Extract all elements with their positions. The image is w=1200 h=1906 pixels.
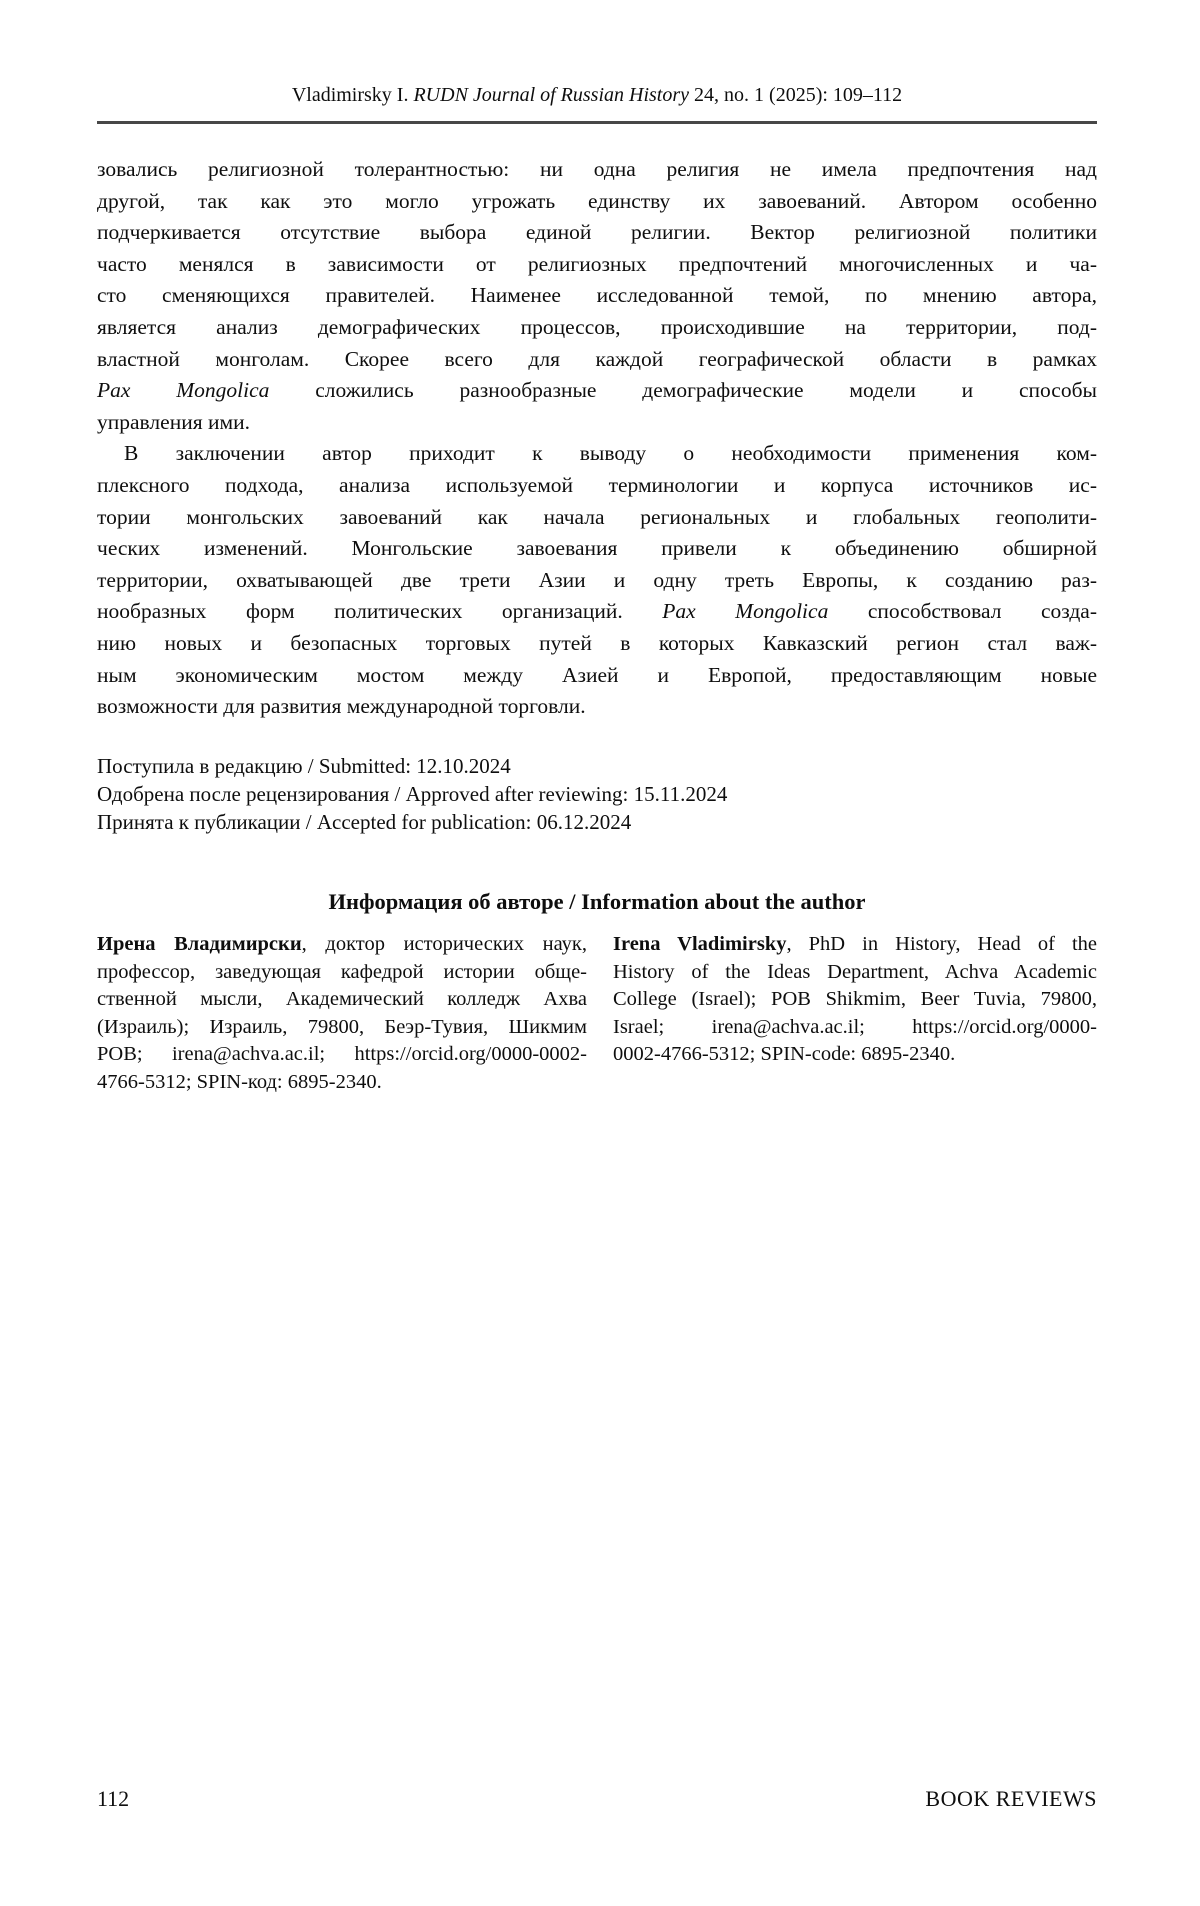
text-segment: (Израиль); Израиль, 79800, Беэр-Тувия, Шикмим [97, 1015, 587, 1038]
text-segment: зовались религиозной толерантностью: ни одна религия не имела предпочтения над [97, 157, 1097, 181]
text-line [97, 280, 1097, 312]
header-rule [97, 121, 1097, 124]
text-line [613, 959, 1097, 987]
text-segment: ческих изменений. Монгольские завоевания привели к объединению обширной [97, 536, 1097, 561]
text-segment: Pax Mongolica [662, 599, 829, 624]
text-line [97, 1014, 587, 1042]
text-segment: Vladimirsky I. [291, 84, 414, 106]
date-line: Поступила в редакцию / Submitted: 12.10.2024 [97, 754, 511, 778]
text-segment: возможности для развития международной торговли. [97, 694, 586, 719]
running-head-citation [97, 84, 1097, 107]
text-line [97, 986, 587, 1014]
text-line [97, 154, 1097, 186]
text-segment: В заключении автор приходит к выводу о необходимости применения ком- [124, 441, 1097, 466]
text-line [97, 959, 587, 987]
text-segment: сто сменяющихся правителей. Наименее исследованной темой, по мнению автора, [97, 283, 1097, 308]
section-label: BOOK REVIEWS [925, 1786, 1097, 1811]
text-segment: Irena Vladimirsky [613, 933, 787, 955]
text-line [97, 691, 1097, 723]
text-segment: Ирена Владимирски [97, 933, 302, 955]
text-segment: подчеркивается отсутствие выбора единой религии. Вектор религиозной политики [97, 220, 1097, 245]
date-line: Принята к публикации / Accepted for publication: 06.12.2024 [97, 809, 632, 834]
text-segment: другой, так как это могло угрожать единству их завоеваний. Автором особенно [97, 188, 1097, 213]
paragraph [97, 438, 1097, 722]
text-segment: Israel; irena@achva.ac.il; https://orcid.org/0000- [613, 1015, 1097, 1038]
paragraph [97, 154, 1097, 438]
text-segment: территории, охватывающей две трети Азии и одну треть Европы, к созданию раз- [97, 567, 1097, 592]
text-line [97, 533, 1097, 565]
text-segment: RUDN Journal of Russian History [413, 84, 690, 106]
text-line [97, 628, 1097, 660]
text-segment: управления ими. [97, 409, 250, 434]
text-segment: тории монгольских завоеваний как начала региональных и глобальных геополити- [97, 504, 1097, 529]
text-line [97, 407, 1097, 439]
author-info-heading: Информация об авторе / Information about the author [328, 889, 866, 914]
text-line [97, 502, 1097, 534]
text-line [97, 596, 1097, 628]
text-line [97, 565, 1097, 597]
submission-dates-block [97, 753, 1097, 836]
text-segment: нию новых и безопасных торговых путей в которых Кавказский регион стал важ- [97, 630, 1097, 655]
text-line [97, 438, 1097, 470]
date-line: Одобрена после рецензирования / Approved after reviewing: 15.11.2024 [97, 781, 728, 806]
text-segment: ным экономическим мостом между Азией и Европой, предоставляющим новые [97, 662, 1097, 687]
text-segment: нообразных форм политических организаций. [97, 599, 663, 624]
text-line [97, 186, 1097, 218]
text-segment: 24, no. 1 (2025): 109–112 [689, 84, 903, 106]
text-line [613, 931, 1097, 959]
text-segment: ственной мысли, Академический колледж Ахва [97, 988, 587, 1010]
text-line [613, 1014, 1097, 1042]
page-number: 112 [97, 1786, 130, 1811]
text-segment: POB; irena@achva.ac.il; https://orcid.org/0000-0002- [97, 1043, 587, 1065]
text-segment: Pax Mongolica [97, 378, 270, 403]
text-segment: часто менялся в зависимости от религиозных предпочтений многочисленных и ча- [97, 251, 1097, 276]
text-segment: сложились разнообразные демографические модели и способы [269, 378, 1097, 403]
author-info-column-ru [97, 931, 587, 1096]
text-segment: 4766-5312; SPIN-код: 6895-2340. [97, 1070, 382, 1093]
text-segment: , PhD in History, Head of the [786, 933, 1097, 955]
text-line [613, 1041, 1097, 1069]
text-segment: является анализ демографических процессов, происходившие на территории, под- [97, 314, 1097, 339]
text-line [97, 344, 1097, 376]
text-line [97, 217, 1097, 249]
text-segment: , доктор исторических наук, [301, 933, 587, 955]
text-segment: плексного подхода, анализа используемой терминологии и корпуса источников ис- [97, 472, 1097, 497]
text-segment: властной монголам. Скорее всего для каждой географической области в рамках [97, 346, 1097, 371]
text-segment: способствовал созда- [828, 599, 1097, 624]
text-segment: 0002-4766-5312; SPIN-code: 6895-2340. [613, 1043, 956, 1065]
text-segment: History of the Ideas Department, Achva Academic [613, 960, 1097, 983]
review-body-text [97, 154, 1097, 723]
text-line [97, 1069, 587, 1097]
text-segment: профессор, заведующая кафедрой истории обще- [97, 960, 587, 983]
author-info-column-en [613, 931, 1097, 1069]
text-line [97, 660, 1097, 692]
text-segment: College (Israel); POB Shikmim, Beer Tuvia, 79800, [613, 988, 1097, 1010]
text-line [97, 470, 1097, 502]
text-line [97, 1041, 587, 1069]
text-line [97, 931, 587, 959]
text-line [613, 986, 1097, 1014]
text-line [97, 312, 1097, 344]
text-line [97, 249, 1097, 281]
text-line [97, 375, 1097, 407]
